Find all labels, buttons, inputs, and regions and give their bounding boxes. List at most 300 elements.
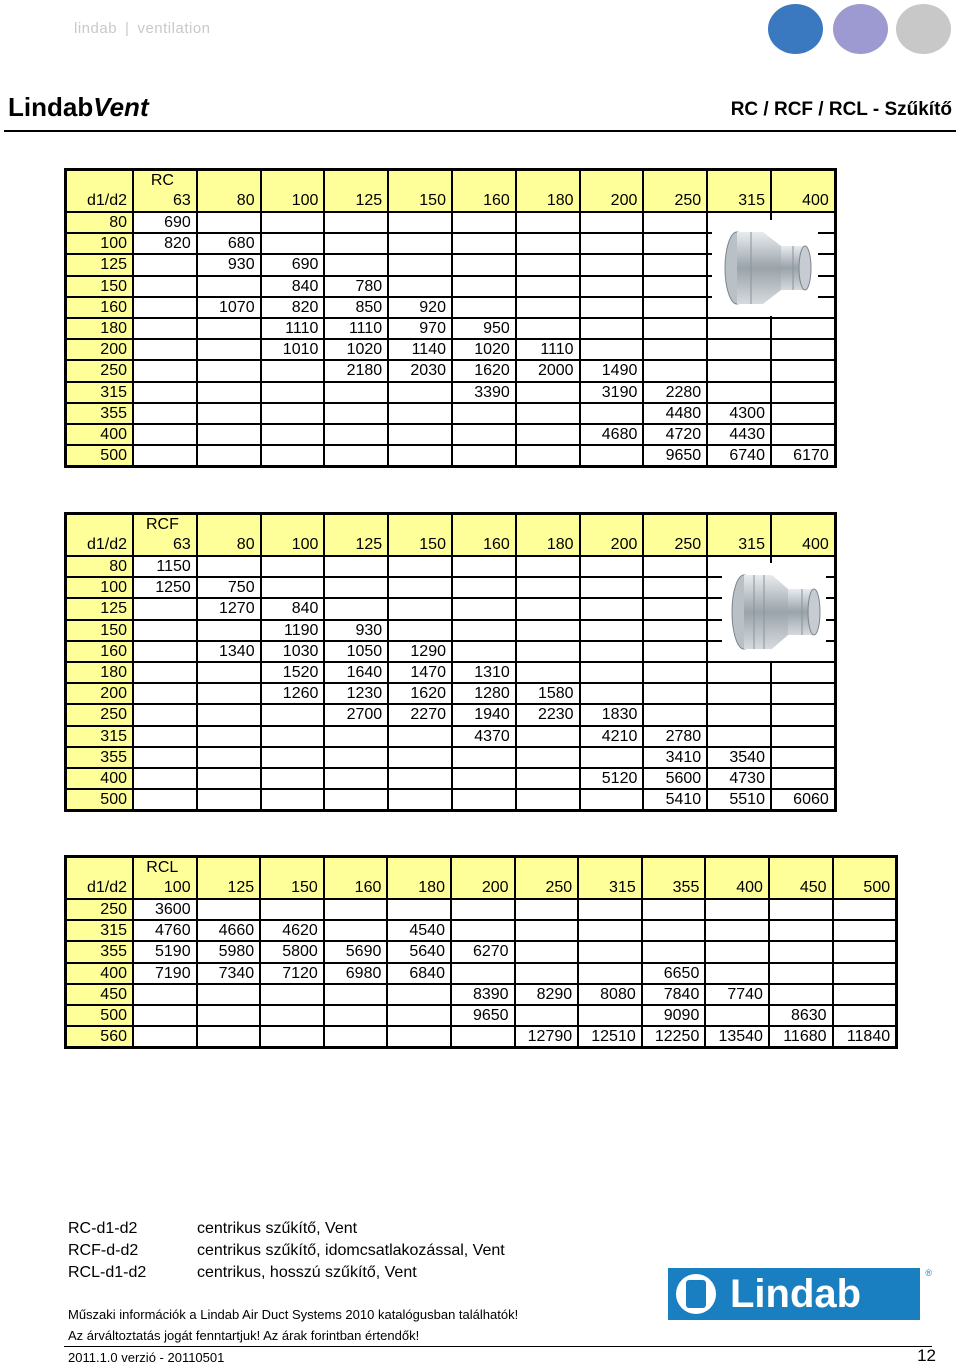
column-header	[261, 858, 323, 898]
column-header-value: 200	[481, 879, 509, 896]
price-cell	[134, 642, 196, 661]
price-cell	[198, 727, 260, 746]
price-cell	[262, 748, 324, 767]
price-cell	[581, 663, 643, 682]
price-cell	[453, 769, 515, 788]
price-cell	[643, 921, 705, 940]
price-cell	[581, 642, 643, 661]
price-cell	[134, 383, 196, 402]
price-cell	[517, 769, 579, 788]
price-cell: 1260	[262, 684, 324, 703]
column-header-value: 63	[173, 536, 191, 553]
price-cell	[262, 578, 324, 597]
price-cell	[772, 705, 834, 724]
price-cell: 820	[262, 298, 324, 317]
price-cell: 1290	[389, 642, 451, 661]
price-cell	[198, 213, 260, 232]
price-cell: 2270	[389, 705, 451, 724]
column-header	[643, 858, 705, 898]
price-cell	[453, 642, 515, 661]
price-cell	[644, 361, 706, 380]
row-header: 180	[67, 663, 132, 682]
price-cell: 850	[325, 298, 387, 317]
legend-description: centrikus szűkítő, idomcsatlakozással, Vent	[197, 1242, 505, 1259]
price-cell	[708, 727, 770, 746]
price-cell	[262, 446, 324, 465]
column-header	[453, 171, 515, 211]
price-cell	[581, 557, 643, 576]
price-table-rcf	[64, 512, 837, 812]
column-header	[325, 171, 387, 211]
price-cell: 1620	[453, 361, 515, 380]
price-table-rc	[64, 168, 837, 468]
page-number: 12	[917, 1346, 936, 1365]
price-cell	[198, 361, 260, 380]
price-cell	[262, 404, 324, 423]
price-cell	[517, 790, 579, 809]
price-cell	[134, 361, 196, 380]
price-cell	[644, 319, 706, 338]
price-cell	[517, 298, 579, 317]
price-cell	[453, 213, 515, 232]
price-cell: 780	[325, 277, 387, 296]
price-cell	[389, 557, 451, 576]
price-cell	[262, 705, 324, 724]
column-header-value: 150	[291, 879, 318, 896]
price-cell	[770, 921, 832, 940]
column-header	[198, 515, 260, 555]
price-cell	[198, 383, 260, 402]
price-cell	[325, 748, 387, 767]
price-cell: 1830	[581, 705, 643, 724]
decor-circle-blue	[768, 4, 823, 54]
price-cell: 6170	[772, 446, 834, 465]
price-cell	[262, 361, 324, 380]
price-cell	[579, 942, 641, 961]
price-cell	[134, 705, 196, 724]
price-cell	[772, 340, 834, 359]
column-header-value: 400	[802, 536, 829, 553]
row-header: 500	[67, 1006, 132, 1025]
price-cell	[262, 727, 324, 746]
price-cell: 4720	[644, 425, 706, 444]
price-cell: 4370	[453, 727, 515, 746]
price-cell	[581, 404, 643, 423]
price-cell	[389, 213, 451, 232]
price-cell: 5510	[708, 790, 770, 809]
price-cell	[134, 727, 196, 746]
price-cell	[325, 790, 387, 809]
row-header: 100	[67, 578, 132, 597]
price-cell: 2780	[644, 727, 706, 746]
price-cell	[644, 298, 706, 317]
price-cell	[834, 921, 896, 940]
price-cell: 1150	[134, 557, 196, 576]
price-cell: 1280	[453, 684, 515, 703]
price-cell	[706, 942, 768, 961]
product-label: RCL	[146, 859, 179, 876]
price-cell: 6840	[388, 964, 450, 983]
price-cell	[834, 964, 896, 983]
row-header: 315	[67, 921, 132, 940]
lindab-logo	[668, 1268, 932, 1320]
column-header-value: 400	[736, 879, 763, 896]
brand-header	[74, 20, 211, 37]
price-cell	[261, 900, 323, 919]
column-header	[581, 171, 643, 211]
price-cell	[643, 942, 705, 961]
column-header	[644, 171, 706, 211]
price-cell	[644, 277, 706, 296]
price-cell	[517, 404, 579, 423]
decor-circle-gray	[896, 4, 951, 54]
price-cell: 11840	[834, 1027, 896, 1046]
row-header: 80	[67, 213, 132, 232]
price-cell: 6740	[708, 446, 770, 465]
price-cell: 1050	[325, 642, 387, 661]
price-cell	[581, 578, 643, 597]
price-cell: 4680	[581, 425, 643, 444]
price-cell	[772, 769, 834, 788]
price-cell	[517, 383, 579, 402]
price-cell	[388, 985, 450, 1004]
price-cell	[517, 425, 579, 444]
price-cell	[772, 404, 834, 423]
footer-divider	[64, 1346, 932, 1347]
price-cell	[770, 942, 832, 961]
price-cell: 920	[389, 298, 451, 317]
price-cell	[517, 234, 579, 253]
price-cell	[198, 663, 260, 682]
column-header	[325, 515, 387, 555]
price-cell	[198, 277, 260, 296]
price-cell: 4540	[388, 921, 450, 940]
price-cell	[644, 705, 706, 724]
price-cell: 2180	[325, 361, 387, 380]
brand-separator: |	[125, 20, 130, 37]
price-cell: 4210	[581, 727, 643, 746]
price-cell	[517, 446, 579, 465]
price-cell	[706, 964, 768, 983]
price-cell	[453, 234, 515, 253]
decor-circle-lilac	[833, 4, 888, 54]
row-header: 400	[67, 964, 132, 983]
column-header	[772, 171, 834, 211]
price-cell	[581, 340, 643, 359]
row-header: 500	[67, 446, 132, 465]
price-cell	[262, 213, 324, 232]
price-cell: 1020	[325, 340, 387, 359]
corner-label-text: d1/d2	[86, 536, 127, 553]
price-cell: 12250	[643, 1027, 705, 1046]
price-cell: 2280	[644, 383, 706, 402]
price-cell: 3410	[644, 748, 706, 767]
row-header: 125	[67, 599, 132, 618]
product-code-legend	[68, 1218, 505, 1284]
price-cell	[516, 942, 578, 961]
price-cell	[772, 319, 834, 338]
product-image-rc	[712, 220, 818, 316]
price-cell	[453, 425, 515, 444]
product-label: RCF	[145, 516, 179, 533]
column-header-value: 250	[674, 192, 702, 209]
price-cell	[644, 557, 706, 576]
price-cell: 7740	[706, 985, 768, 1004]
price-cell	[706, 1006, 768, 1025]
column-header-value: 250	[545, 879, 573, 896]
price-cell: 2030	[389, 361, 451, 380]
row-header: 160	[67, 642, 132, 661]
legend-code: RC-d1-d2	[68, 1220, 138, 1237]
price-cell: 4480	[644, 404, 706, 423]
price-cell	[389, 578, 451, 597]
price-cell	[644, 340, 706, 359]
price-cell: 5190	[134, 942, 196, 961]
price-cell: 690	[262, 255, 324, 274]
price-cell	[134, 340, 196, 359]
legend-description: centrikus szűkítő, Vent	[197, 1220, 358, 1237]
price-cell	[708, 684, 770, 703]
row-header: 450	[67, 985, 132, 1004]
column-header-value: 450	[799, 879, 827, 896]
price-cell: 3390	[453, 383, 515, 402]
price-cell	[453, 748, 515, 767]
price-cell: 840	[262, 599, 324, 618]
price-cell	[134, 298, 196, 317]
price-cell	[453, 255, 515, 274]
price-cell	[772, 684, 834, 703]
price-cell	[261, 1027, 323, 1046]
price-cell	[198, 985, 260, 1004]
column-header-value: 150	[419, 536, 446, 553]
price-cell	[770, 900, 832, 919]
corner-label	[67, 171, 132, 211]
price-cell	[134, 985, 196, 1004]
price-cell: 5800	[261, 942, 323, 961]
price-cell	[198, 340, 260, 359]
price-cell: 1640	[325, 663, 387, 682]
price-cell	[644, 621, 706, 640]
column-header	[389, 515, 451, 555]
corner-label-text: d1/d2	[86, 192, 127, 209]
price-cell	[198, 621, 260, 640]
legend-code: RCL-d1-d2	[68, 1264, 147, 1281]
price-cell	[389, 425, 451, 444]
price-cell	[708, 383, 770, 402]
price-cell	[517, 621, 579, 640]
column-header	[579, 858, 641, 898]
price-cell: 13540	[706, 1027, 768, 1046]
price-cell: 12510	[579, 1027, 641, 1046]
column-header	[706, 858, 768, 898]
column-header-value: 500	[863, 879, 891, 896]
price-cell	[262, 790, 324, 809]
title-divider	[4, 130, 956, 132]
lindab-logo-mark-icon	[676, 1274, 716, 1314]
row-header: 315	[67, 727, 132, 746]
price-cell: 820	[134, 234, 196, 253]
price-cell: 4660	[198, 921, 260, 940]
price-table-rcl	[64, 855, 898, 1049]
column-header-value: 180	[546, 536, 574, 553]
row-header: 200	[67, 684, 132, 703]
column-header-value: 160	[354, 879, 382, 896]
product-label: RC	[150, 172, 174, 189]
price-cell: 1110	[517, 340, 579, 359]
price-cell	[134, 277, 196, 296]
column-header	[772, 515, 834, 555]
price-cell	[325, 1006, 387, 1025]
column-header-value: 100	[291, 192, 319, 209]
legend-row	[68, 1240, 505, 1262]
price-cell: 6980	[325, 964, 387, 983]
price-cell	[325, 578, 387, 597]
price-cell: 12790	[516, 1027, 578, 1046]
price-cell: 2000	[517, 361, 579, 380]
price-cell: 9650	[644, 446, 706, 465]
price-cell: 930	[198, 255, 260, 274]
price-cell	[579, 921, 641, 940]
price-cell	[708, 340, 770, 359]
price-cell: 8390	[452, 985, 514, 1004]
row-header: 355	[67, 942, 132, 961]
price-cell	[453, 557, 515, 576]
price-cell	[134, 1006, 196, 1025]
row-header: 355	[67, 748, 132, 767]
price-cell: 1340	[198, 642, 260, 661]
row-header: 560	[67, 1027, 132, 1046]
price-cell: 1620	[389, 684, 451, 703]
column-header	[644, 515, 706, 555]
price-cell	[834, 900, 896, 919]
price-cell	[834, 942, 896, 961]
price-cell: 6060	[772, 790, 834, 809]
column-header	[134, 515, 196, 555]
price-cell: 5120	[581, 769, 643, 788]
price-cell	[517, 557, 579, 576]
price-cell: 1310	[453, 663, 515, 682]
price-cell: 4730	[708, 769, 770, 788]
price-cell	[581, 213, 643, 232]
row-header: 150	[67, 621, 132, 640]
price-cell	[198, 684, 260, 703]
price-cell: 1190	[262, 621, 324, 640]
row-header: 200	[67, 340, 132, 359]
price-cell: 9090	[643, 1006, 705, 1025]
price-cell	[389, 277, 451, 296]
price-cell	[389, 748, 451, 767]
price-cell	[134, 790, 196, 809]
price-cell	[389, 255, 451, 274]
row-header: 250	[67, 900, 132, 919]
column-header	[388, 858, 450, 898]
price-cell	[643, 900, 705, 919]
price-cell: 7340	[198, 964, 260, 983]
price-cell: 1270	[198, 599, 260, 618]
price-cell	[708, 705, 770, 724]
price-cell	[198, 748, 260, 767]
column-header-value: 160	[483, 192, 510, 209]
price-cell: 950	[453, 319, 515, 338]
price-cell	[453, 277, 515, 296]
price-cell: 2700	[325, 705, 387, 724]
row-header: 400	[67, 425, 132, 444]
price-cell: 4300	[708, 404, 770, 423]
price-cell: 1030	[262, 642, 324, 661]
column-header-value: 180	[418, 879, 445, 896]
price-cell: 1010	[262, 340, 324, 359]
price-cell	[325, 255, 387, 274]
price-cell: 3540	[708, 748, 770, 767]
price-cell	[772, 748, 834, 767]
price-cell	[262, 383, 324, 402]
price-cell	[516, 964, 578, 983]
price-cell	[452, 964, 514, 983]
price-cell	[772, 361, 834, 380]
price-cell	[198, 790, 260, 809]
price-cell	[262, 769, 324, 788]
price-cell	[581, 790, 643, 809]
brand-tagline: ventilation	[137, 20, 211, 37]
column-header-value: 160	[483, 536, 510, 553]
price-cell	[389, 383, 451, 402]
row-header: 150	[67, 277, 132, 296]
price-cell	[388, 1027, 450, 1046]
price-cell	[389, 599, 451, 618]
price-cell: 1940	[453, 705, 515, 724]
row-header: 500	[67, 790, 132, 809]
row-header: 180	[67, 319, 132, 338]
price-cell	[579, 964, 641, 983]
column-header-value: 180	[546, 192, 574, 209]
row-header: 400	[67, 769, 132, 788]
price-cell	[581, 599, 643, 618]
column-header	[517, 171, 579, 211]
column-header	[581, 515, 643, 555]
price-cell: 1140	[389, 340, 451, 359]
price-cell: 5640	[388, 942, 450, 961]
price-cell	[198, 1006, 260, 1025]
price-cell	[772, 425, 834, 444]
lindab-logo-text: Lindab	[730, 1271, 862, 1316]
price-cell	[198, 705, 260, 724]
price-cell	[706, 900, 768, 919]
price-cell	[517, 599, 579, 618]
price-cell	[708, 319, 770, 338]
price-cell	[453, 298, 515, 317]
price-cell	[706, 921, 768, 940]
price-cell	[389, 790, 451, 809]
column-header	[325, 858, 387, 898]
price-cell	[134, 446, 196, 465]
column-header-value: 150	[419, 192, 446, 209]
price-cell	[581, 621, 643, 640]
price-cell: 930	[325, 621, 387, 640]
column-header-value: 125	[227, 879, 255, 896]
footer-note-prices: Az árváltoztatás jogát fenntartjuk! Az árak forintban értendők!	[68, 1328, 420, 1343]
legend-description: centrikus, hosszú szűkítő, Vent	[197, 1264, 417, 1281]
price-cell	[770, 985, 832, 1004]
price-cell	[708, 663, 770, 682]
brand-name: lindab	[74, 20, 118, 37]
column-header-value: 63	[173, 192, 191, 209]
column-header	[708, 171, 770, 211]
row-header: 125	[67, 255, 132, 274]
column-header-value: 80	[236, 192, 255, 209]
price-cell	[644, 255, 706, 274]
price-cell: 4760	[134, 921, 196, 940]
price-cell	[834, 985, 896, 1004]
